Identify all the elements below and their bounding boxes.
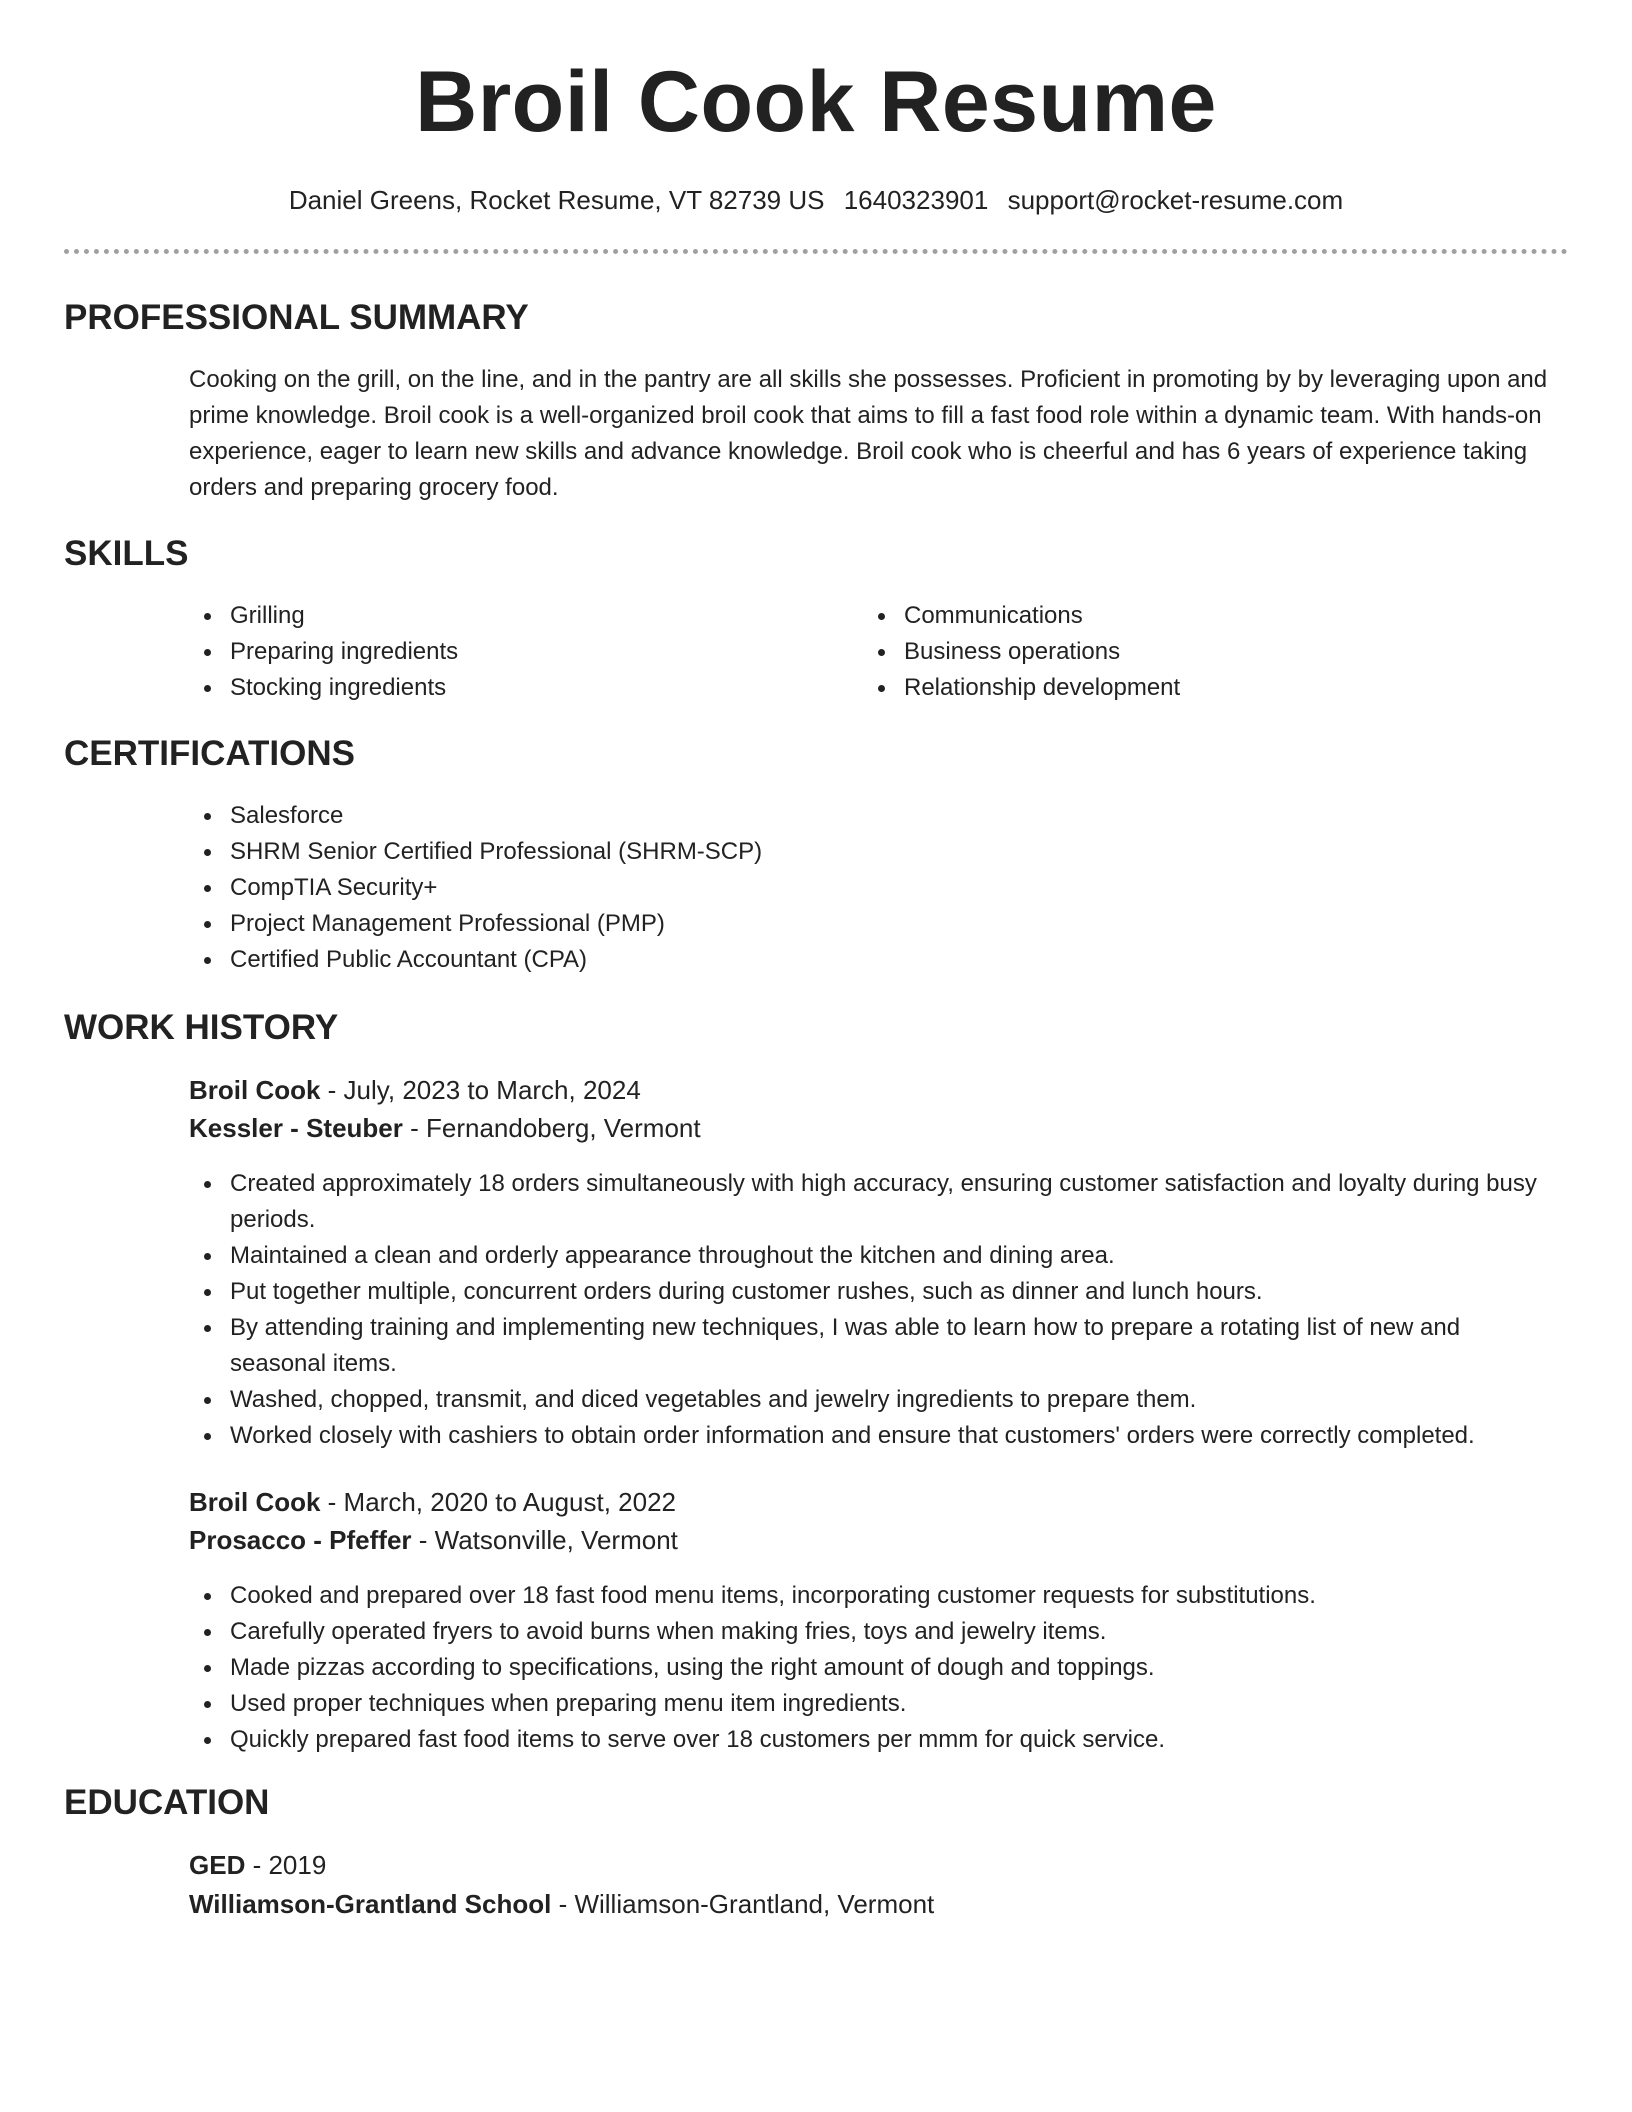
list-item: Stocking ingredients: [186, 670, 826, 706]
job-1-bullets: [186, 1166, 1546, 1454]
list-item: Used proper techniques when preparing menu item ingredients.: [186, 1686, 1546, 1722]
list-item: Made pizzas according to specifications, using the right amount of dough and toppings.: [186, 1650, 1546, 1686]
work-history-heading: WORK HISTORY: [64, 1008, 339, 1047]
skills-list-right: [860, 598, 1500, 706]
skills-heading: SKILLS: [64, 534, 189, 573]
list-item: CompTIA Security+: [186, 870, 1546, 906]
list-item: Project Management Professional (PMP): [186, 906, 1546, 942]
list-item: Grilling: [186, 598, 826, 634]
list-item: Salesforce: [186, 798, 1546, 834]
list-item: Put together multiple, concurrent orders during customer rushes, such as dinner and lunch hours.: [186, 1274, 1546, 1310]
list-item: Business operations: [860, 634, 1500, 670]
list-item: Communications: [860, 598, 1500, 634]
job-2-bullets: [186, 1578, 1546, 1758]
job-2-title-line: [189, 1483, 676, 1521]
list-item: Carefully operated fryers to avoid burns when making fries, toys and jewelry items.: [186, 1614, 1546, 1650]
skills-list-left: [186, 598, 826, 706]
education-location: - Williamson-Grantland, Vermont: [551, 1889, 935, 1919]
list-item: Certified Public Accountant (CPA): [186, 942, 1546, 978]
job-title: Broil Cook: [189, 1075, 321, 1105]
education-degree-line: [189, 1846, 326, 1884]
summary-text: Cooking on the grill, on the line, and in the pantry are all skills she possesses. Proficient in promoting by by leveraging upon and prime knowledge. Broil cook is a well-organized broil cook that aims to fill a fast food role within a dynamic team. With hands-on experience, eager to learn new skills and advance knowledge. Broil cook who is cheerful and has 6 years of experience taking orders and preparing grocery food.: [189, 366, 1548, 501]
contact-line: [0, 180, 1632, 220]
job-location: - Fernandoberg, Vermont: [402, 1113, 701, 1143]
education-year: - 2019: [245, 1850, 327, 1880]
header-divider: [64, 249, 1568, 254]
list-item: SHRM Senior Certified Professional (SHRM-SCP): [186, 834, 1546, 870]
contact-phone: 1640323901: [843, 185, 989, 215]
education-heading: EDUCATION: [64, 1783, 270, 1822]
list-item: Worked closely with cashiers to obtain order information and ensure that customers' orders were correctly completed.: [186, 1418, 1546, 1454]
list-item: Preparing ingredients: [186, 634, 826, 670]
list-item: By attending training and implementing new techniques, I was able to learn how to prepare a rotating list of new and seasonal items.: [186, 1310, 1546, 1382]
list-item: Cooked and prepared over 18 fast food menu items, incorporating customer requests for substitutions.: [186, 1578, 1546, 1614]
list-item: Washed, chopped, transmit, and diced vegetables and jewelry ingredients to prepare them.: [186, 1382, 1546, 1418]
list-item: Quickly prepared fast food items to serve over 18 customers per mmm for quick service.: [186, 1722, 1546, 1758]
job-1-company-line: [189, 1109, 701, 1147]
education-degree: GED: [189, 1850, 246, 1880]
list-item: Maintained a clean and orderly appearance throughout the kitchen and dining area.: [186, 1238, 1546, 1274]
job-1-title-line: [189, 1071, 641, 1109]
contact-address: Daniel Greens, Rocket Resume, VT 82739 US: [288, 185, 825, 215]
list-item: Created approximately 18 orders simultaneously with high accuracy, ensuring customer satisfaction and loyalty during busy periods.: [186, 1166, 1546, 1238]
job-2-company-line: [189, 1521, 678, 1559]
education-school: Williamson-Grantland School: [189, 1889, 552, 1919]
job-location: - Watsonville, Vermont: [411, 1525, 678, 1555]
certifications-list: [186, 798, 1546, 978]
certifications-heading: CERTIFICATIONS: [64, 734, 356, 773]
education-school-line: [189, 1885, 934, 1923]
job-company: Prosacco - Pfeffer: [189, 1525, 412, 1555]
job-company: Kessler - Steuber: [189, 1113, 403, 1143]
job-dates: - July, 2023 to March, 2024: [320, 1075, 641, 1105]
contact-email[interactable]: support@rocket-resume.com: [1007, 185, 1344, 215]
resume-title: Broil Cook Resume: [415, 54, 1217, 150]
summary-heading: PROFESSIONAL SUMMARY: [64, 298, 529, 337]
job-dates: - March, 2020 to August, 2022: [320, 1487, 677, 1517]
list-item: Relationship development: [860, 670, 1500, 706]
job-title: Broil Cook: [189, 1487, 321, 1517]
